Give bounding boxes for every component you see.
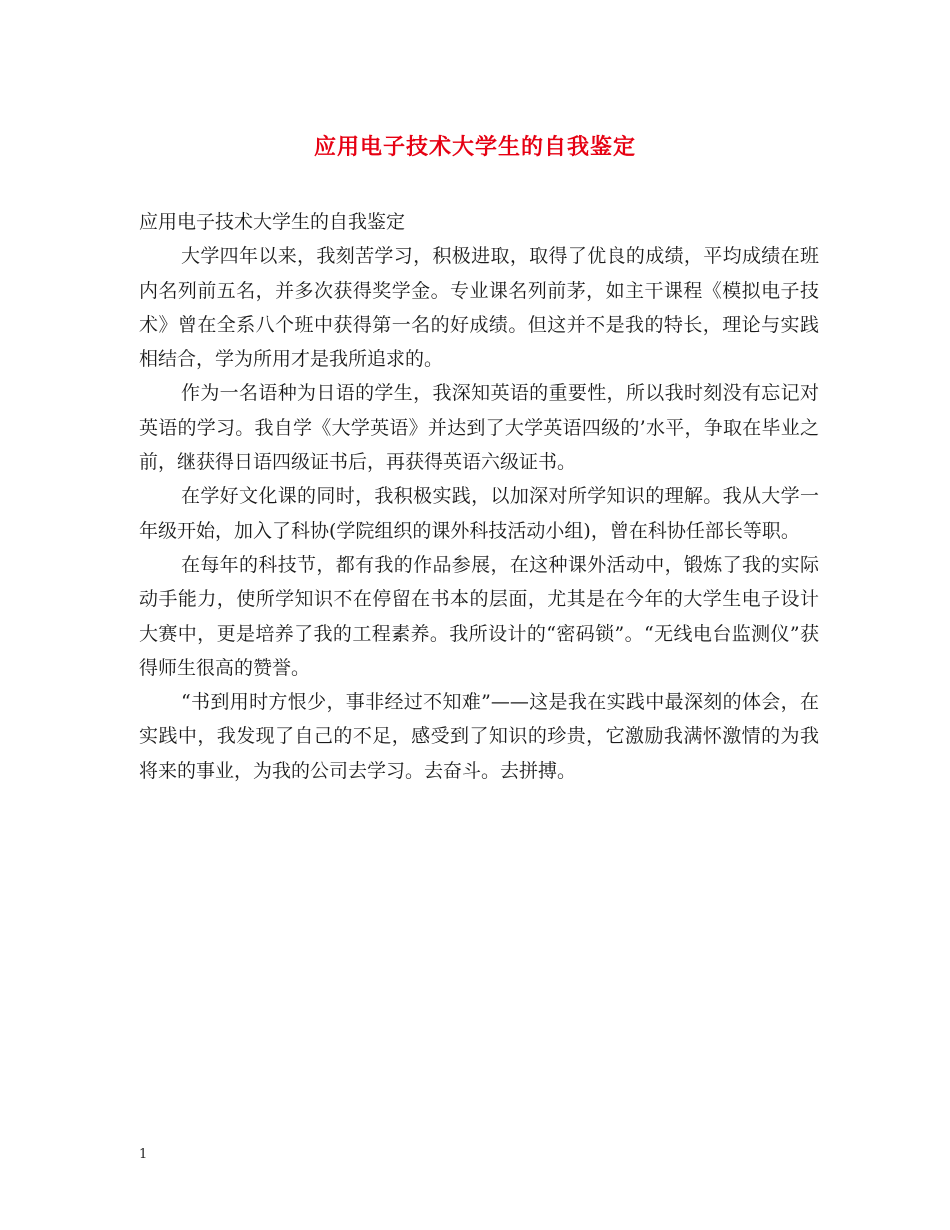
paragraph-1: 大学四年以来，我刻苦学习，积极进取，取得了优良的成绩，平均成绩在班内名列前五名，并多次获得奖学金。专业课名列前茅，如主干课程《模拟电子技术》曾在全系八个班中获得第一名的好成绩。但这并不是我的特长，理论与实践相结合，学为所用才是我所追求的。 (139, 245, 819, 371)
document-title: 应用电子技术大学生的自我鉴定 (313, 134, 636, 160)
paragraph-4: 在每年的科技节，都有我的作品参展，在这种课外活动中，锻炼了我的实际动手能力，使所学知识不在停留在书本的层面，尤其是在今年的大学生电子设计大赛中，更是培养了我的工程素养。我所设计的“密码锁”。“无线电台监测仪”获得师生很高的赞誉。 (139, 553, 819, 679)
page-number: 1 (139, 1147, 148, 1162)
document-subtitle: 应用电子技术大学生的自我鉴定 (139, 211, 406, 233)
document-body (139, 205, 819, 788)
paragraph-5: “书到用时方恨少，事非经过不知难”——这是我在实践中最深刻的体会，在实践中，我发现了自己的不足，感受到了知识的珍贵，它激励我满怀激情的为我将来的事业，为我的公司去学习。去奋斗。去拼搏。 (139, 691, 819, 782)
paragraph-2: 作为一名语种为日语的学生，我深知英语的重要性，所以我时刻没有忘记对英语的学习。我自学《大学英语》并达到了大学英语四级的’水平，争取在毕业之前，继获得日语四级证书后，再获得英语六级证书。 (139, 382, 819, 474)
paragraph-3: 在学好文化课的同时，我积极实践，以加深对所学知识的理解。我从大学一年级开始，加入了科协(学院组织的课外科技活动小组)，曾在科协任部长等职。 (139, 485, 819, 542)
